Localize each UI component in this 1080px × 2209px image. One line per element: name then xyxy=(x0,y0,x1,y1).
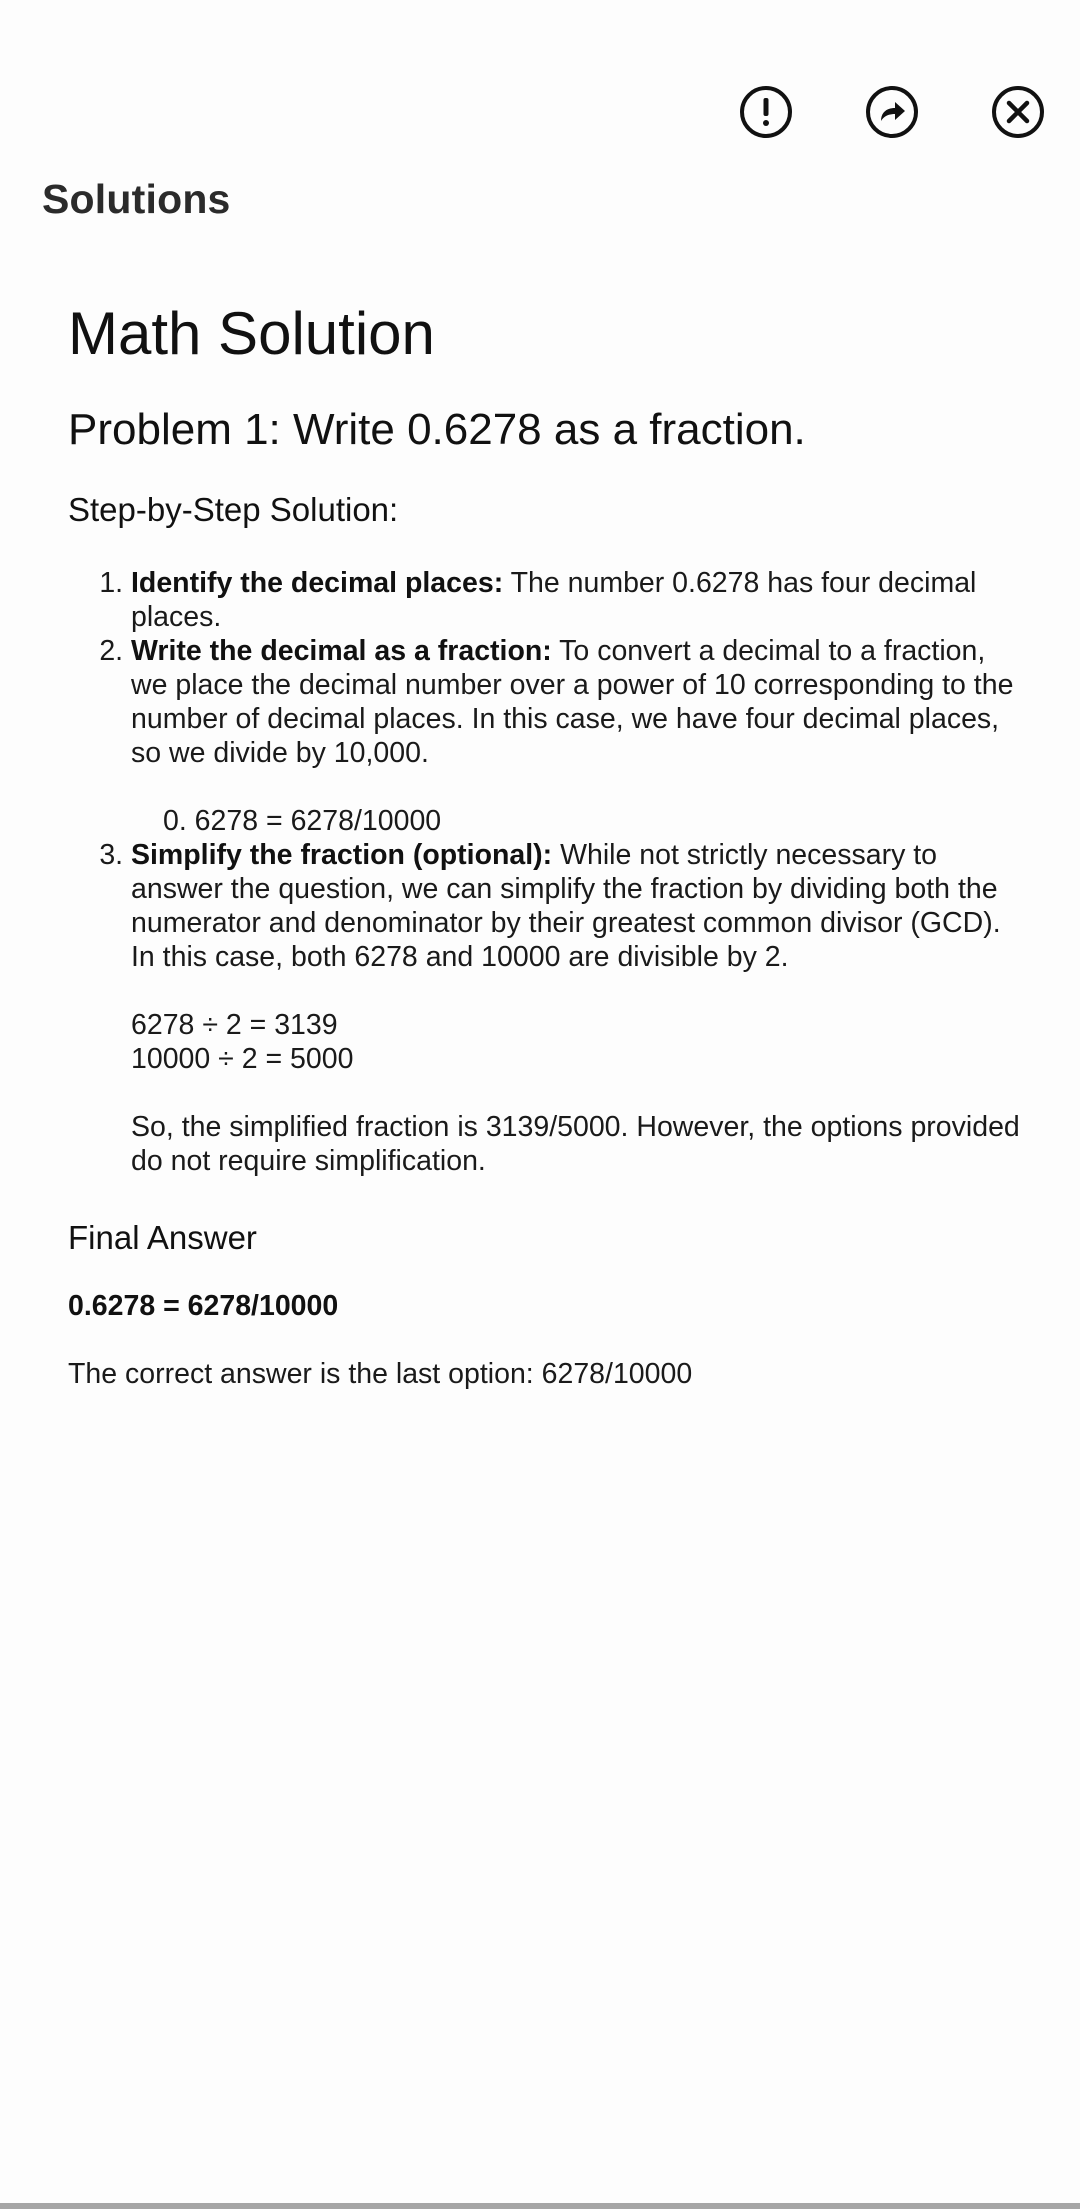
solution-content xyxy=(68,296,1028,1392)
top-action-bar xyxy=(738,84,1046,140)
step-item xyxy=(131,634,1028,838)
step-title: Write the decimal as a fraction: xyxy=(131,635,552,667)
calculation-line: 6278 ÷ 2 = 3139 xyxy=(131,1009,338,1041)
share-icon-glyph xyxy=(864,84,920,140)
final-answer-heading: Final Answer xyxy=(68,1219,257,1256)
calculation-line: 10000 ÷ 2 = 5000 xyxy=(131,1043,354,1075)
page-title: Solutions xyxy=(42,176,231,222)
close-icon[interactable] xyxy=(990,84,1046,140)
step-item xyxy=(131,838,1028,1178)
steps-list xyxy=(68,566,1028,1178)
report-icon-glyph xyxy=(738,84,794,140)
share-icon[interactable] xyxy=(864,84,920,140)
step-title: Identify the decimal places: xyxy=(131,567,504,599)
step-item xyxy=(131,566,1028,634)
final-answer-text: The correct answer is the last option: 6278/10000 xyxy=(68,1358,693,1390)
step-title: Simplify the fraction (optional): xyxy=(131,839,553,871)
final-answer-equation: 0.6278 = 6278/10000 xyxy=(68,1290,339,1322)
report-icon[interactable] xyxy=(738,84,794,140)
steps-heading: Step-by-Step Solution: xyxy=(68,491,399,528)
step-text: To convert a decimal to a fraction, we place the decimal number over a power of 10 corresponding to the number of decimal places. In this case, we have four decimal places, so we divide by 10,000. xyxy=(131,635,1014,769)
solution-heading: Math Solution xyxy=(68,300,435,367)
step-text: While not strictly necessary to answer the question, we can simplify the fraction by dividing both the numerator and denominator by their greatest common divisor (GCD). In this case, both 6278 and 10000 are divisible by 2. xyxy=(131,839,1001,973)
close-icon-glyph xyxy=(990,84,1046,140)
step-conclusion: So, the simplified fraction is 3139/5000. However, the options provided do not require simplification. xyxy=(131,1111,1020,1177)
bottom-navigation-bar xyxy=(0,2203,1080,2209)
problem-statement: Problem 1: Write 0.6278 as a fraction. xyxy=(68,405,806,454)
step-equation: 0. 6278 = 6278/10000 xyxy=(163,805,442,837)
step-text: The number 0.6278 has four decimal places. xyxy=(131,567,977,633)
